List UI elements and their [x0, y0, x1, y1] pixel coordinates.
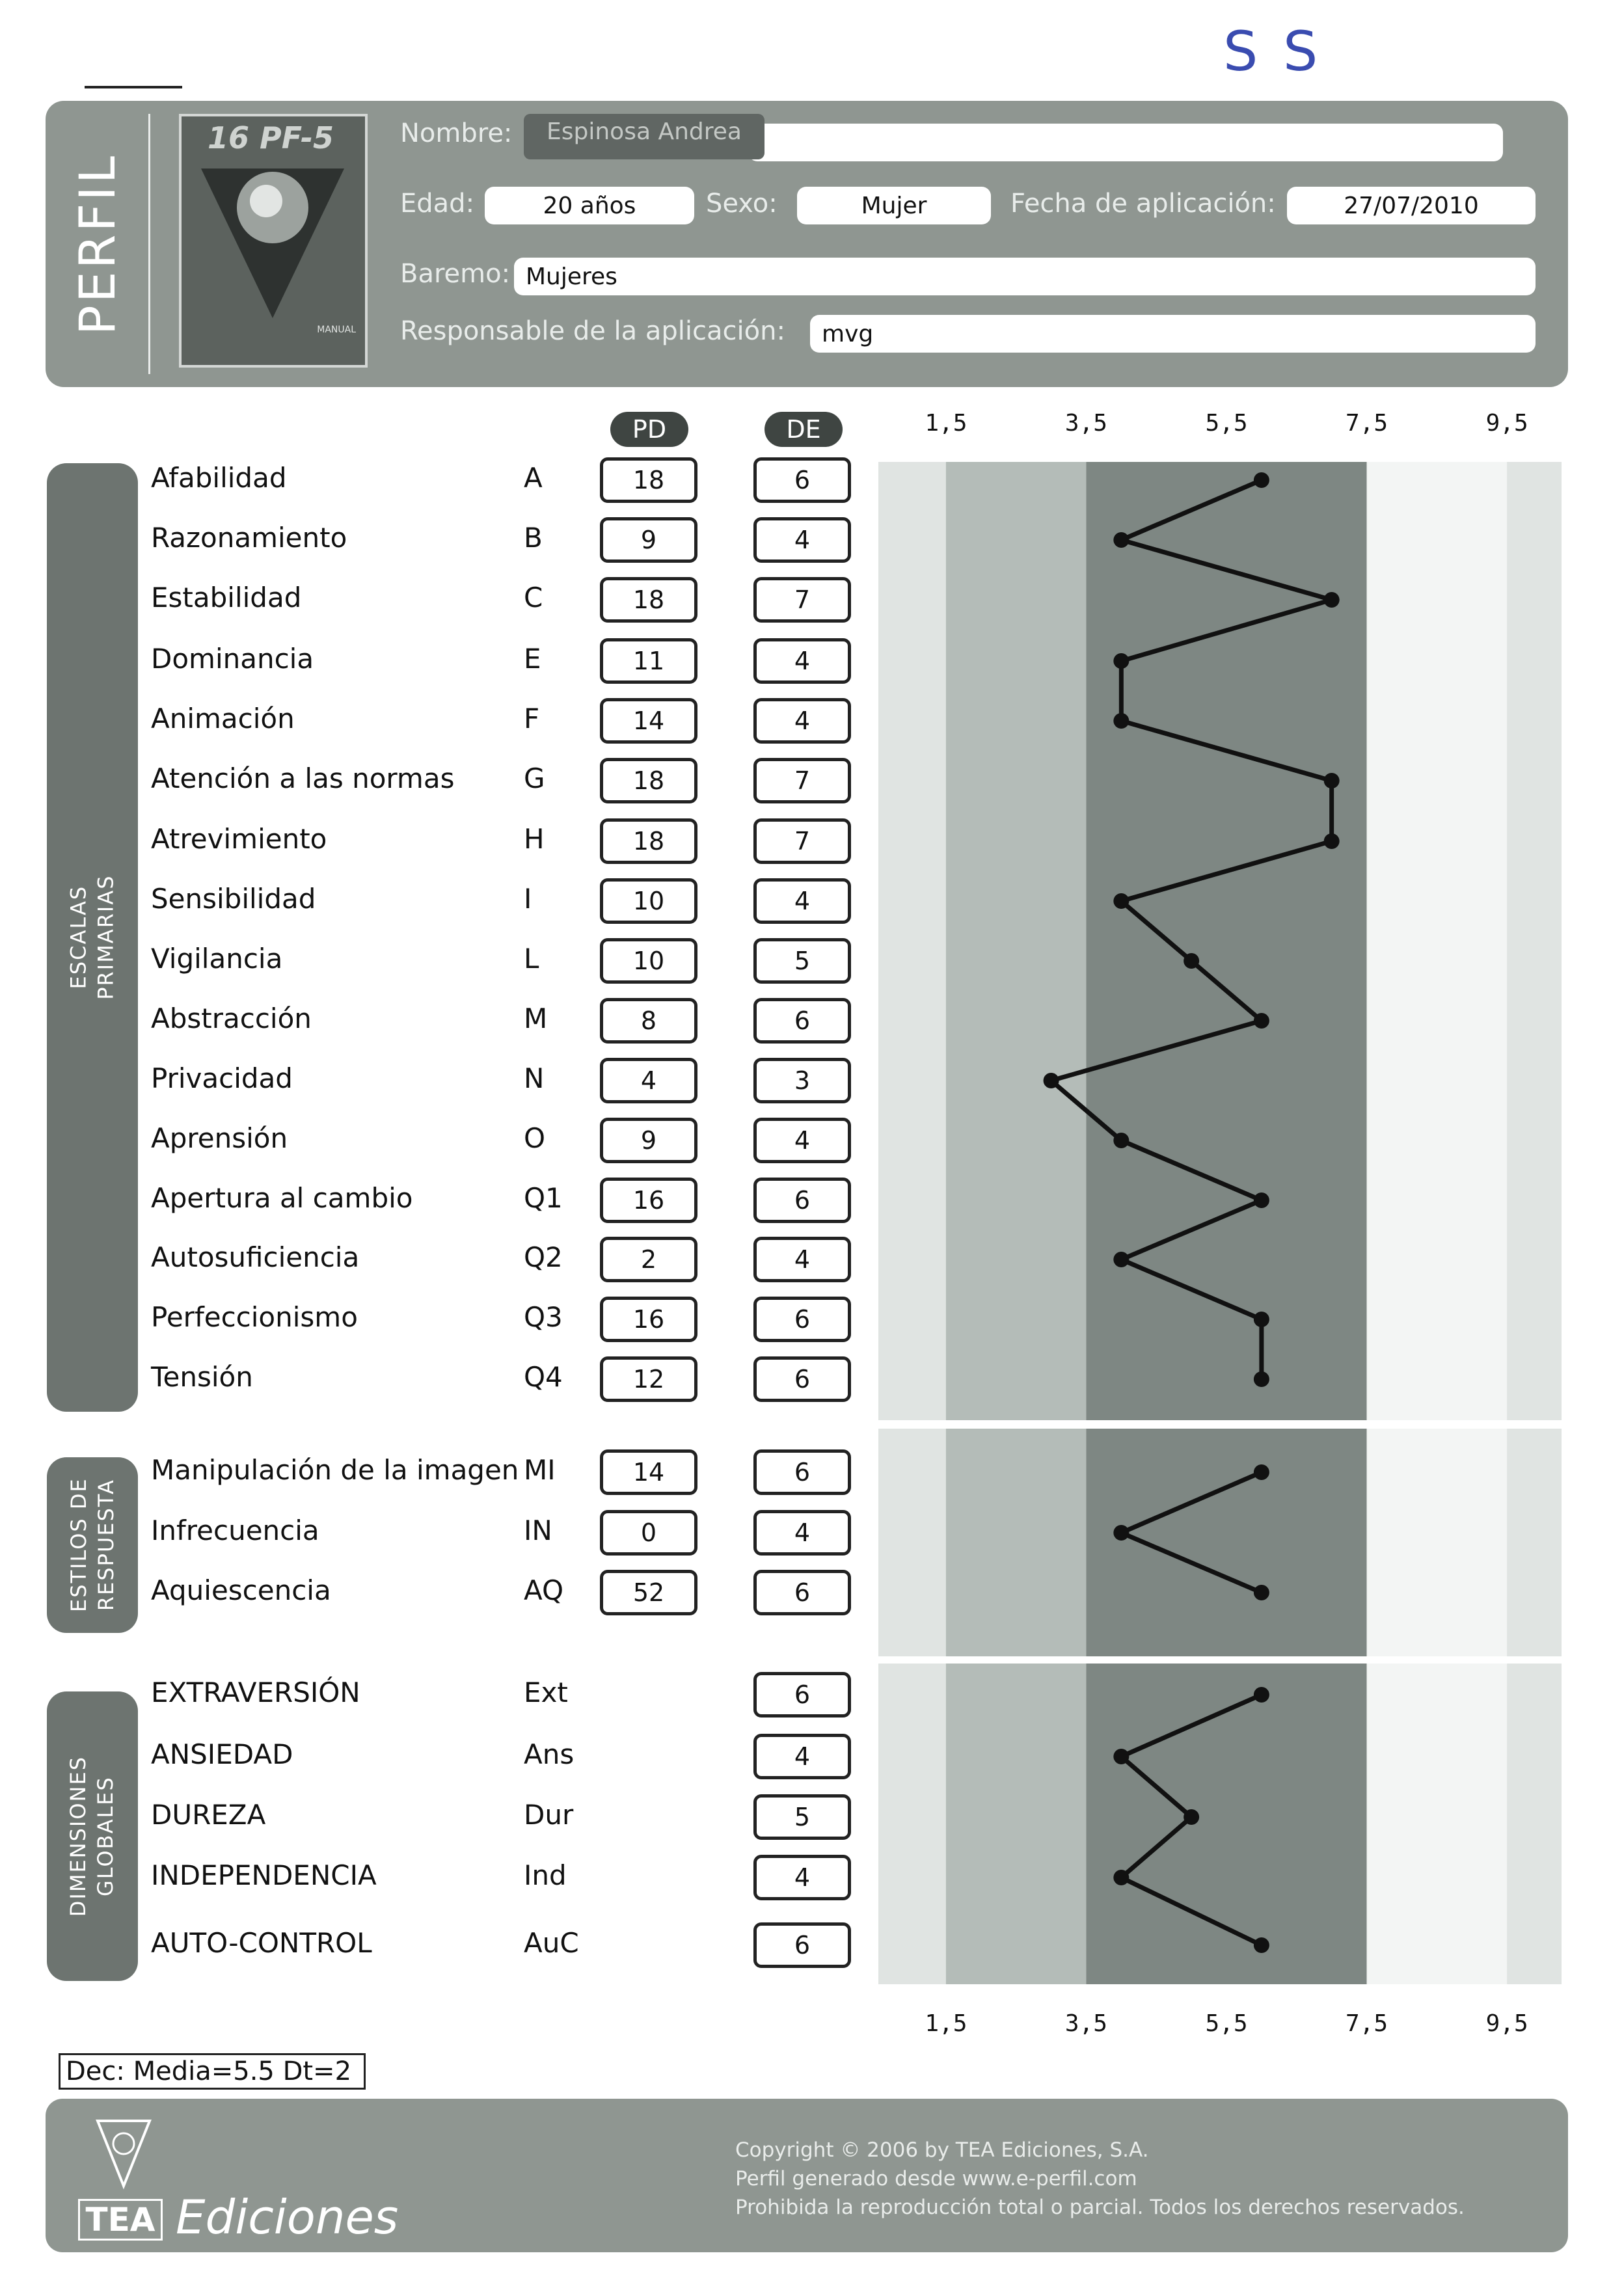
de-score-box: 6	[753, 457, 851, 503]
responsible-label: Responsable de la aplicación:	[400, 316, 785, 346]
de-score-box: 6	[753, 1449, 851, 1495]
axis-tick-label: 9,5	[1485, 2010, 1528, 2037]
pd-score-box: 10	[600, 938, 697, 984]
pd-score-box: 18	[600, 457, 697, 503]
pd-score-box: 52	[600, 1570, 697, 1615]
pd-score-box: 9	[600, 517, 697, 563]
axis-tick-label: 3,5	[1064, 410, 1107, 437]
chart-band-low	[946, 1664, 1087, 1984]
pd-score-box: 9	[600, 1118, 697, 1163]
scale-name: Aprensión	[151, 1122, 288, 1154]
pd-score-box: 12	[600, 1356, 697, 1402]
profile-point	[1254, 472, 1269, 488]
scale-code: B	[524, 522, 543, 554]
chart-band-high	[1367, 1664, 1508, 1984]
de-score-box: 4	[753, 878, 851, 924]
scale-name: Animación	[151, 703, 295, 734]
generated-text[interactable]: Perfil generado desde www.e-perfil.com	[735, 2167, 1137, 2190]
axis-tick-label: 5,5	[1205, 2010, 1248, 2037]
footer-legal	[735, 2136, 1465, 2222]
axis-tick-label: 3,5	[1064, 2010, 1107, 2037]
pd-score-box: 10	[600, 878, 697, 924]
profile-point	[1324, 592, 1340, 608]
scale-code: Q1	[524, 1182, 563, 1214]
profile-point	[1254, 1585, 1269, 1600]
de-score-box: 6	[753, 998, 851, 1044]
pd-score-box: 4	[600, 1058, 697, 1103]
age-field[interactable]: 20 años	[485, 187, 694, 224]
pd-score-box: 0	[600, 1510, 697, 1556]
de-score-box: 5	[753, 1794, 851, 1840]
de-score-box: 7	[753, 818, 851, 864]
de-score-box: 6	[753, 1178, 851, 1223]
date-label: Fecha de aplicación:	[1010, 189, 1276, 219]
scale-name: Razonamiento	[151, 522, 347, 554]
chart-band-mid	[1086, 1429, 1366, 1656]
axis-tick-label: 1,5	[925, 2010, 968, 2037]
pd-score-box: 8	[600, 998, 697, 1044]
scale-code: G	[524, 762, 545, 794]
baremo-label: Baremo:	[400, 259, 511, 289]
scale-name: Aquiescencia	[151, 1574, 331, 1606]
name-field[interactable]	[748, 124, 1503, 161]
sex-label: Sexo:	[706, 189, 778, 219]
profile-point	[1254, 1312, 1269, 1327]
response-styles-tab: ESTILOS DE RESPUESTA	[47, 1457, 138, 1633]
pd-score-box: 11	[600, 638, 697, 684]
scale-code: M	[524, 1003, 548, 1034]
de-score-box: 4	[753, 698, 851, 744]
primary-scales-tab: ESCALAS PRIMARIAS	[47, 463, 138, 1412]
profile-point	[1113, 893, 1129, 909]
scale-code: Ans	[524, 1738, 575, 1770]
age-label: Edad:	[400, 189, 475, 219]
scale-name: Abstracción	[151, 1003, 312, 1034]
de-score-box: 7	[753, 758, 851, 803]
de-score-box: 6	[753, 1922, 851, 1968]
profile-point	[1044, 1073, 1059, 1088]
scale-name: Vigilancia	[151, 943, 283, 975]
cover-title: 16 PF-5	[208, 120, 334, 155]
scale-name: Privacidad	[151, 1062, 293, 1094]
handwritten-annotation: S S	[1223, 20, 1322, 83]
chart-band-mid	[1086, 462, 1366, 1420]
scale-code: C	[524, 582, 543, 613]
profile-point	[1324, 833, 1340, 849]
baremo-field[interactable]: Mujeres	[514, 258, 1536, 295]
header-divider	[148, 114, 150, 374]
tea-emblem-icon	[91, 2114, 156, 2192]
responsible-field[interactable]: mvg	[810, 315, 1536, 353]
pd-score-box: 18	[600, 577, 697, 623]
profile-point	[1113, 1870, 1129, 1885]
scale-code: MI	[524, 1454, 556, 1486]
pen-mark	[85, 86, 182, 88]
brand-name: Ediciones	[176, 2190, 399, 2244]
pd-score-box: 18	[600, 818, 697, 864]
scale-name: EXTRAVERSIÓN	[151, 1677, 360, 1708]
scale-code: Dur	[524, 1799, 574, 1831]
de-column-header: DE	[765, 412, 843, 447]
profile-point	[1254, 1013, 1269, 1029]
de-score-box: 4	[753, 1237, 851, 1282]
scale-code: I	[524, 883, 532, 915]
profile-point	[1113, 1749, 1129, 1764]
name-value: Espinosa Andrea	[547, 118, 742, 145]
scale-name: INDEPENDENCIA	[151, 1859, 377, 1891]
axis-tick-label: 7,5	[1346, 410, 1388, 437]
scale-name: Manipulación de la imagen	[151, 1454, 519, 1486]
pd-score-box: 16	[600, 1297, 697, 1342]
de-score-box: 6	[753, 1356, 851, 1402]
pd-score-box: 14	[600, 698, 697, 744]
scale-name: ANSIEDAD	[151, 1738, 293, 1770]
scale-code: Q3	[524, 1301, 563, 1333]
de-score-box: 6	[753, 1297, 851, 1342]
axis-tick-label: 1,5	[925, 410, 968, 437]
profile-point	[1324, 773, 1340, 788]
scale-code: AuC	[524, 1927, 579, 1959]
scale-name: Apertura al cambio	[151, 1182, 413, 1214]
scale-code: E	[524, 643, 541, 675]
de-score-box: 6	[753, 1672, 851, 1717]
scale-code: IN	[524, 1515, 552, 1546]
scale-code: F	[524, 703, 540, 734]
profile-chart	[878, 462, 1562, 1997]
profile-point	[1113, 713, 1129, 729]
scale-name: Estabilidad	[151, 582, 302, 613]
axis-tick-label: 7,5	[1346, 2010, 1388, 2037]
de-score-box: 5	[753, 938, 851, 984]
tea-logo: TEA	[78, 2199, 163, 2241]
scale-name: DUREZA	[151, 1799, 266, 1831]
cover-art	[182, 155, 365, 325]
scale-code: AQ	[524, 1574, 564, 1606]
profile-point	[1184, 1809, 1199, 1825]
profile-point	[1184, 953, 1199, 969]
chart-band-high	[1367, 462, 1508, 1420]
pd-column-header: PD	[610, 412, 688, 447]
decile-note: Dec: Media=5.5 Dt=2	[59, 2053, 366, 2090]
rights-text: Prohibida la reproducción total o parcial. Todos los derechos reservados.	[735, 2196, 1465, 2219]
scale-code: A	[524, 462, 543, 494]
de-score-box: 4	[753, 517, 851, 563]
sex-field[interactable]: Mujer	[797, 187, 991, 224]
scale-name: Afabilidad	[151, 462, 287, 494]
de-score-box: 4	[753, 638, 851, 684]
profile-point	[1113, 1252, 1129, 1267]
perfil-title: PERFIL	[68, 153, 127, 335]
de-score-box: 4	[753, 1510, 851, 1556]
date-field[interactable]: 27/07/2010	[1287, 187, 1536, 224]
profile-point	[1254, 1464, 1269, 1480]
scale-code: Ind	[524, 1859, 567, 1891]
profile-point	[1254, 1371, 1269, 1387]
scale-code: L	[524, 943, 539, 975]
scale-name: Infrecuencia	[151, 1515, 319, 1546]
pd-score-box: 16	[600, 1178, 697, 1223]
scale-code: N	[524, 1062, 545, 1094]
de-score-box: 3	[753, 1058, 851, 1103]
pd-score-box: 14	[600, 1449, 697, 1495]
profile-point	[1254, 1937, 1269, 1953]
axis-tick-label: 5,5	[1205, 410, 1248, 437]
scale-name: AUTO-CONTROL	[151, 1927, 372, 1959]
profile-point	[1254, 1192, 1269, 1208]
scale-name: Atención a las normas	[151, 762, 455, 794]
profile-point	[1254, 1687, 1269, 1703]
scale-name: Autosuficiencia	[151, 1241, 360, 1273]
axis-tick-label: 9,5	[1485, 410, 1528, 437]
manual-cover-image	[179, 114, 368, 368]
de-score-box: 4	[753, 1734, 851, 1779]
de-score-box: 6	[753, 1570, 851, 1615]
scale-name: Sensibilidad	[151, 883, 316, 915]
pd-score-box: 2	[600, 1237, 697, 1282]
scale-code: Q2	[524, 1241, 563, 1273]
scale-code: H	[524, 823, 545, 855]
cover-caption: MANUAL	[317, 325, 356, 335]
pd-score-box: 18	[600, 758, 697, 803]
chart-band-high	[1367, 1429, 1508, 1656]
chart-band-low	[946, 1429, 1087, 1656]
global-dimensions-tab: DIMENSIONES GLOBALES	[47, 1691, 138, 1981]
name-label: Nombre:	[400, 118, 513, 148]
profile-point	[1113, 1525, 1129, 1541]
scale-code: Ext	[524, 1677, 568, 1708]
copyright-text: Copyright © 2006 by TEA Ediciones, S.A.	[735, 2138, 1149, 2162]
chart-band-low	[946, 462, 1087, 1420]
scale-name: Tensión	[151, 1361, 253, 1393]
profile-point	[1113, 1133, 1129, 1148]
scale-name: Dominancia	[151, 643, 314, 675]
de-score-box: 4	[753, 1118, 851, 1163]
de-score-box: 7	[753, 577, 851, 623]
de-score-box: 4	[753, 1855, 851, 1900]
profile-point	[1113, 653, 1129, 669]
scale-name: Perfeccionismo	[151, 1301, 358, 1333]
scale-name: Atrevimiento	[151, 823, 327, 855]
profile-point	[1113, 532, 1129, 548]
scale-code: Q4	[524, 1361, 563, 1393]
scale-code: O	[524, 1122, 546, 1154]
